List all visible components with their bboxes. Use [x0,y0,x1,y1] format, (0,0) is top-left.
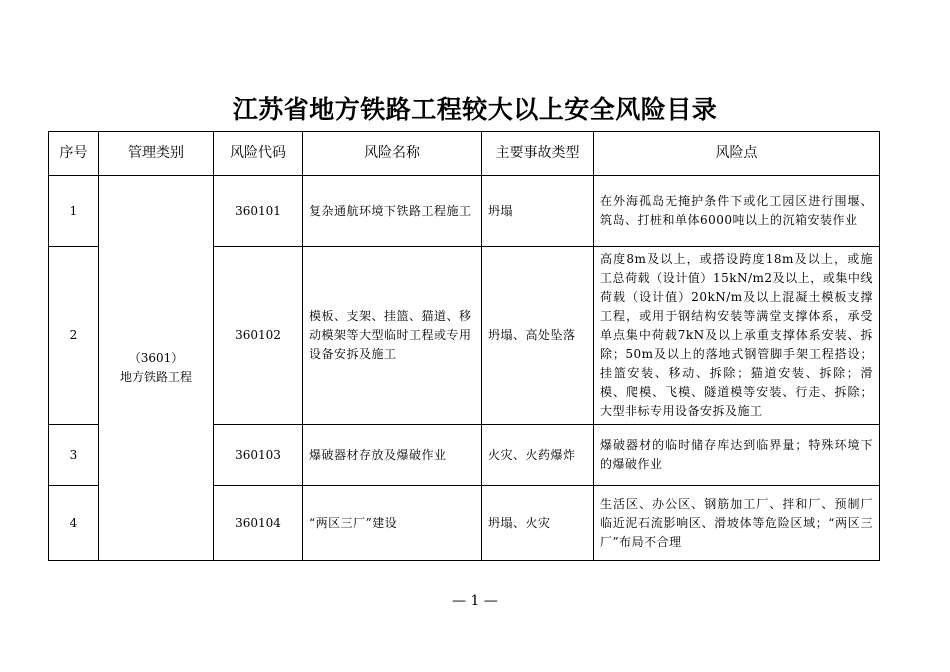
cell-risk-name: “两区三厂”建设 [303,486,482,561]
header-seq: 序号 [49,132,99,176]
table-header-row [49,132,880,176]
category-name: 地方铁路工程 [119,370,192,384]
cell-seq: 4 [49,486,99,561]
risk-table [48,131,880,561]
page-number: — 1 — [452,593,498,609]
cell-risk-name: 爆破器材存放及爆破作业 [303,425,482,486]
header-risk-name: 风险名称 [303,132,482,176]
cell-accident-type: 坍塌、高处坠落 [482,247,594,425]
header-accident-type: 主要事故类型 [482,132,594,176]
cell-accident-type: 火灾、火药爆炸 [482,425,594,486]
cell-risk-code: 360103 [214,425,303,486]
header-risk-code: 风险代码 [214,132,303,176]
header-category: 管理类别 [99,132,214,176]
header-risk-points: 风险点 [594,132,880,176]
cell-category [99,176,214,561]
document-title: 江苏省地方铁路工程较大以上安全风险目录 [232,95,718,124]
cell-risk-points: 生活区、办公区、钢筋加工厂、拌和厂、预制厂临近泥石流影响区、滑坡体等危险区域；“两区三厂”布局不合理 [594,486,880,561]
cell-risk-name: 模板、支架、挂篮、猫道、移动模架等大型临时工程或专用设备安拆及施工 [303,247,482,425]
cell-accident-type: 坍塌、火灾 [482,486,594,561]
cell-risk-code: 360102 [214,247,303,425]
cell-risk-points: 在外海孤岛无掩护条件下或化工园区进行围堰、筑岛、打桩和单体6000吨以上的沉箱安装作业 [594,176,880,247]
table-row [49,176,880,247]
category-code: （3601） [128,351,184,365]
cell-risk-code: 360104 [214,486,303,561]
cell-seq: 2 [49,247,99,425]
cell-risk-code: 360101 [214,176,303,247]
cell-risk-points: 爆破器材的临时储存库达到临界量；特殊环境下的爆破作业 [594,425,880,486]
cell-seq: 3 [49,425,99,486]
cell-risk-name: 复杂通航环境下铁路工程施工 [303,176,482,247]
cell-risk-points: 高度8m及以上，或搭设跨度18m及以上，或施工总荷载（设计值）15kN/m2及以上，或集中线荷载（设计值）20kN/m及以上混凝土模板支撑工程，或用于钢结构安装等满堂支撑体系，承受单点集中荷载7kN及以上承重支撑体系安装、拆除；50m及以上的落地式钢管脚手架工程搭设；挂篮安装、移动、拆除；猫道安装、拆除；滑模、爬模、飞模、隧道模等安装、行走、拆除；大型非标专用设备安拆及施工 [594,247,880,425]
cell-accident-type: 坍塌 [482,176,594,247]
cell-seq: 1 [49,176,99,247]
